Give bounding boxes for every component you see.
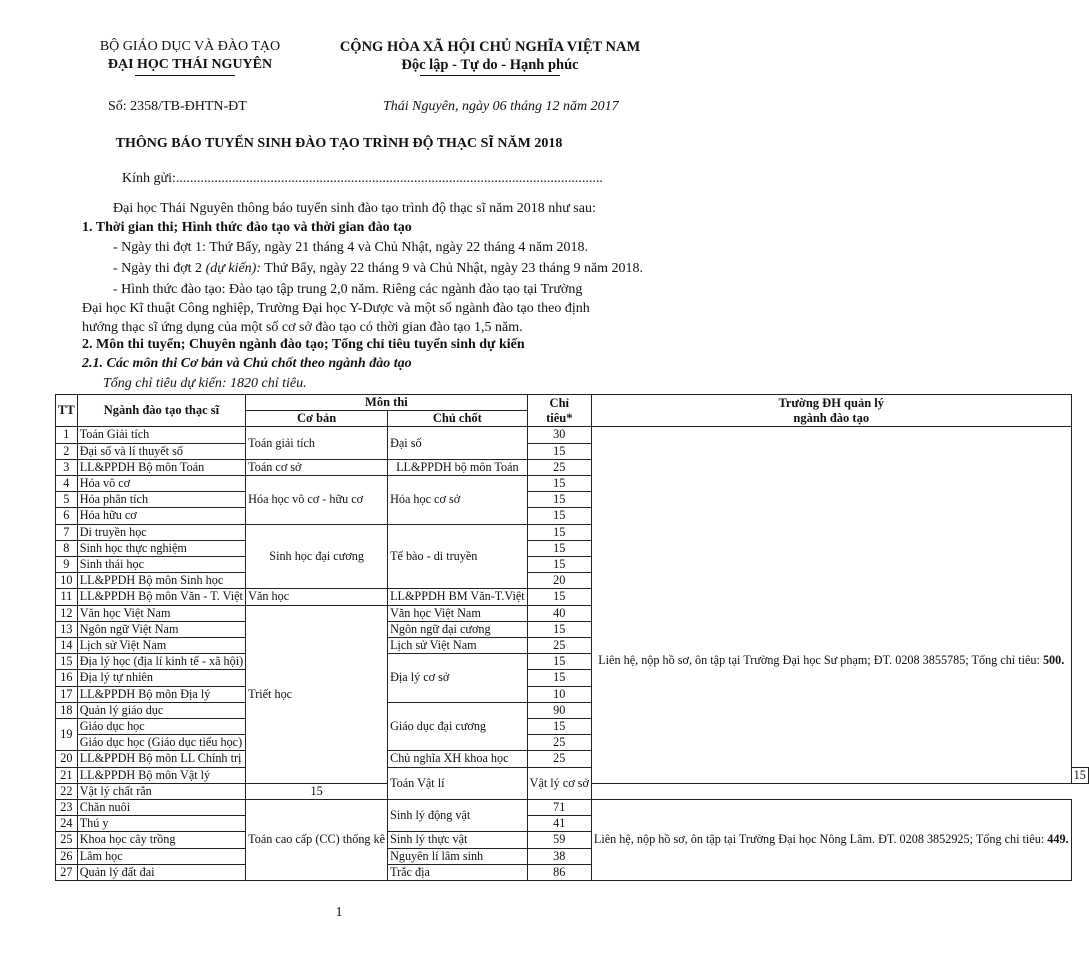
core-subject: Lịch sử Việt Nam — [388, 638, 528, 654]
page-number: 1 — [335, 905, 343, 920]
core-subject: Đại số — [388, 427, 528, 459]
col-header-school: Trường ĐH quản lý ngành đào tạo — [591, 395, 1071, 427]
core-subject: Tế bào - di truyền — [388, 524, 528, 589]
header-left — [60, 38, 320, 74]
table-row: 23 Chăn nuôi Toán cao cấp (CC) thống kê Sinh lý động vật 71 Liên hệ, nộp hồ sơ, ôn tập tại Trường Đại học Nông Lâm. ĐT. 0208 3852925; Tổng chỉ tiêu: 449. — [56, 800, 1089, 816]
table-row: 6 Hóa hữu cơ 15 — [56, 508, 1089, 524]
school-sp-info: Liên hệ, nộp hồ sơ, ôn tập tại Trường Đại học Sư phạm; ĐT. 0208 3855785; Tổng chỉ tiêu: 500. — [591, 427, 1071, 783]
university-underline — [135, 75, 235, 76]
exam-date-2: - Ngày thi đợt 2 (dự kiến): Thứ Bẩy, ngày 22 tháng 9 và Chủ Nhật, ngày 23 tháng 9 năm 2018. — [113, 261, 644, 276]
basic-subject: Toán Vật lí — [388, 767, 528, 799]
admission-table — [55, 394, 1089, 881]
total-quota: Tổng chỉ tiêu dự kiến: 1820 chỉ tiêu. — [103, 376, 307, 391]
core-subject: Sinh lý thực vật — [388, 832, 528, 848]
col-header-major: Ngành đào tạo thạc sĩ — [77, 395, 245, 427]
col-header-core: Chủ chốt — [388, 411, 528, 427]
basic-subject: Toán cao cấp (CC) thống kê — [246, 800, 388, 881]
basic-subject: Triết học — [246, 605, 388, 783]
core-subject: Ngôn ngữ đại cương — [388, 621, 528, 637]
table-row: 24 Thú y 41 — [56, 816, 1089, 832]
core-subject: Địa lý cơ sở — [388, 654, 528, 703]
core-subject: Sinh lý động vật — [388, 800, 528, 832]
table-row: 11 LL&PPDH Bộ môn Văn - T. Việt Văn học LL&PPDH BM Văn-T.Việt 15 — [56, 589, 1089, 605]
core-subject: Nguyên lí lâm sinh — [388, 848, 528, 864]
col-header-quota: Chỉ tiêu* — [527, 395, 591, 427]
col-header-basic: Cơ bản — [246, 411, 388, 427]
table-row: 18 Quản lý giáo dục Giáo dục đại cương 90 — [56, 702, 1089, 718]
core-subject: Hóa học cơ sở — [388, 476, 528, 525]
greeting: Kính gửi:.......................................................................................................................... — [122, 171, 603, 186]
table-row: 2 Đại số và lí thuyết số 15 — [56, 443, 1089, 459]
place-date: Thái Nguyên, ngày 06 tháng 12 năm 2017 — [383, 99, 619, 114]
table-row: 5 Hóa phân tích 15 — [56, 492, 1089, 508]
exam-date-1: - Ngày thi đợt 1: Thứ Bẩy, ngày 21 tháng 4 và Chủ Nhật, ngày 22 tháng 4 năm 2018. — [113, 240, 588, 255]
col-header-subjects: Môn thi — [246, 395, 527, 411]
header-right — [300, 38, 680, 74]
core-subject: Trắc địa — [388, 864, 528, 880]
core-subject: Giáo dục đại cương — [388, 702, 528, 751]
basic-subject: Hóa học vô cơ - hữu cơ — [246, 476, 388, 525]
section2-heading: 2. Môn thi tuyển; Chuyên ngành đào tạo; Tổng chỉ tiêu tuyển sinh dự kiến — [82, 337, 525, 352]
basic-subject: Toán giải tích — [246, 427, 388, 459]
table-row: 3 LL&PPDH Bộ môn Toán Toán cơ sở LL&PPDH bộ môn Toán 25 — [56, 459, 1089, 475]
table-row: 21 LL&PPDH Bộ môn Vật lý Toán Vật lí Vật lý cơ sở 15 — [56, 767, 1089, 783]
document-title: THÔNG BÁO TUYỂN SINH ĐÀO TẠO TRÌNH ĐỘ THẠC SĨ NĂM 2018 — [115, 136, 563, 151]
table-header-row — [56, 395, 1089, 411]
table-row: 13 Ngôn ngữ Việt Nam Ngôn ngữ đại cương 15 — [56, 621, 1089, 637]
table-row: 8 Sinh học thực nghiệm 15 — [56, 540, 1089, 556]
basic-subject: Toán cơ sở — [246, 459, 388, 475]
university-name: ĐẠI HỌC THÁI NGUYÊN — [107, 57, 273, 72]
core-subject: LL&PPDH bộ môn Toán — [388, 459, 528, 475]
table-row: 15 Địa lý học (địa lí kinh tế - xã hội) Địa lý cơ sở 15 — [56, 654, 1089, 670]
basic-subject: Sinh học đại cương — [246, 524, 388, 589]
table-row: 27 Quản lý đất đai Trắc địa 86 — [56, 864, 1089, 880]
core-subject: Vật lý cơ sở — [527, 767, 591, 799]
table-row: 1 Toán Giải tích Toán giải tích Đại số 30 Liên hệ, nộp hồ sơ, ôn tập tại Trường Đại học Sư phạm; ĐT. 0208 3855785; Tổng chỉ tiêu: 500. — [56, 427, 1089, 443]
table-row: 9 Sinh thái học 15 — [56, 557, 1089, 573]
table-row: 20 LL&PPDH Bộ môn LL Chính trị Chủ nghĩa XH khoa học 25 — [56, 751, 1089, 767]
motto: Độc lập - Tự do - Hạnh phúc — [401, 57, 579, 73]
table-row: 17 LL&PPDH Bộ môn Địa lý 10 — [56, 686, 1089, 702]
intro-text: Đại học Thái Nguyên thông báo tuyển sinh đào tạo trình độ thạc sĩ năm 2018 như sau: — [113, 201, 596, 216]
table-row: 22 Vật lý chất rắn 15 — [56, 783, 1089, 799]
table-row: Giáo dục học (Giáo dục tiểu học) 25 — [56, 735, 1089, 751]
motto-underline — [420, 75, 560, 76]
table-row: 26 Lâm học Nguyên lí lâm sinh 38 — [56, 848, 1089, 864]
table-row: 25 Khoa học cây trồng Sinh lý thực vật 59 — [56, 832, 1089, 848]
core-subject: Văn học Việt Nam — [388, 605, 528, 621]
training-form-line2: Đại học Kĩ thuật Công nghiệp, Trường Đại học Y-Dược và một số ngành đào tạo theo định — [82, 301, 590, 316]
table-row: 10 LL&PPDH Bộ môn Sinh học 20 — [56, 573, 1089, 589]
core-subject: LL&PPDH BM Văn-T.Việt — [388, 589, 528, 605]
table-row: 7 Di truyền học Sinh học đại cương Tế bào - di truyền 15 — [56, 524, 1089, 540]
basic-subject: Văn học — [246, 589, 388, 605]
section2-subheading: 2.1. Các môn thi Cơ bản và Chủ chốt theo ngành đào tạo — [82, 356, 412, 371]
table-row: 16 Địa lý tự nhiên 15 — [56, 670, 1089, 686]
table-row: 19 Giáo dục học 15 — [56, 719, 1089, 735]
core-subject: Chủ nghĩa XH khoa học — [388, 751, 528, 767]
school-nl-info: Liên hệ, nộp hồ sơ, ôn tập tại Trường Đại học Nông Lâm. ĐT. 0208 3852925; Tổng chỉ tiêu: 449. — [591, 800, 1071, 881]
table-row: 4 Hóa vô cơ Hóa học vô cơ - hữu cơ Hóa học cơ sở 15 — [56, 476, 1089, 492]
training-form-line3: hướng thạc sĩ ứng dụng của một số cơ sở đào tạo có thời gian đào tạo 1,5 năm. — [82, 320, 523, 335]
section1-heading: 1. Thời gian thi; Hình thức đào tạo và thời gian đào tạo — [82, 220, 412, 235]
col-header-tt: TT — [56, 395, 78, 427]
table-row: 14 Lịch sử Việt Nam Lịch sử Việt Nam 25 — [56, 638, 1089, 654]
ministry-name: BỘ GIÁO DỤC VÀ ĐÀO TẠO — [99, 39, 281, 54]
document-number: Số: 2358/TB-ĐHTN-ĐT — [108, 99, 247, 114]
country-name: CỘNG HÒA XÃ HỘI CHỦ NGHĨA VIỆT NAM — [339, 39, 641, 55]
training-form-line1: - Hình thức đào tạo: Đào tạo tập trung 2,0 năm. Riêng các ngành đào tạo tại Trường — [113, 282, 583, 297]
table-row: 12 Văn học Việt Nam Triết học Văn học Việt Nam 40 — [56, 605, 1089, 621]
